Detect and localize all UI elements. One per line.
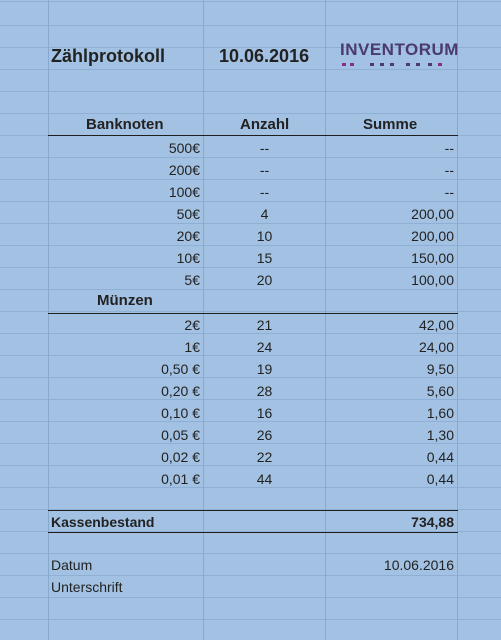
count-cell: 4 xyxy=(260,206,269,222)
header-rule xyxy=(48,135,458,136)
logo-bar xyxy=(428,63,432,66)
coins-heading: Münzen xyxy=(97,292,153,309)
denomination-label: 0,02 € xyxy=(161,449,200,465)
denomination-label: 5€ xyxy=(184,272,200,288)
count-cell: 28 xyxy=(256,383,273,399)
count-cell: 24 xyxy=(256,339,273,355)
sum-cell: -- xyxy=(444,184,454,200)
denomination-label: 0,01 € xyxy=(161,471,200,487)
count-cell: 44 xyxy=(256,471,273,487)
denomination-label: 100€ xyxy=(168,184,200,200)
column-header-summe: Summe xyxy=(363,116,418,133)
datum-value: 10.06.2016 xyxy=(383,557,454,573)
column-header-anzahl: Anzahl xyxy=(240,116,290,133)
sum-cell: 0,44 xyxy=(426,471,454,487)
denomination-label: 10€ xyxy=(176,250,200,266)
document-date: 10.06.2016 xyxy=(219,46,310,66)
count-cell: 19 xyxy=(256,361,273,377)
sum-cell: -- xyxy=(444,140,454,156)
count-cell: -- xyxy=(259,184,270,200)
datum-label: Datum xyxy=(51,557,93,573)
sum-cell: 5,60 xyxy=(426,383,454,399)
total-label: Kassenbestand xyxy=(51,514,155,530)
denomination-label: 500€ xyxy=(168,140,200,156)
sum-cell: 150,00 xyxy=(411,250,454,266)
denomination-label: 50€ xyxy=(176,206,200,222)
sum-cell: 9,50 xyxy=(426,361,454,377)
column-header-banknoten: Banknoten xyxy=(86,116,164,133)
sum-cell: 42,00 xyxy=(418,317,454,333)
sum-cell: 100,00 xyxy=(411,272,454,288)
denomination-label: 2€ xyxy=(184,317,200,333)
denomination-label: 0,05 € xyxy=(161,427,200,443)
count-cell: 26 xyxy=(256,427,273,443)
brand-logo-text: INVENTORUM xyxy=(340,40,459,59)
denomination-label: 0,20 € xyxy=(161,383,200,399)
sum-cell: 0,44 xyxy=(426,449,454,465)
denomination-label: 200€ xyxy=(168,162,200,178)
denomination-label: 1€ xyxy=(184,339,200,355)
sum-cell: 1,30 xyxy=(426,427,454,443)
sum-cell: 200,00 xyxy=(411,206,454,222)
signature-label: Unterschrift xyxy=(51,579,123,595)
logo-bar xyxy=(416,63,420,66)
count-cell: 22 xyxy=(256,449,273,465)
logo-bar xyxy=(380,63,384,66)
denomination-label: 20€ xyxy=(176,228,200,244)
total-top-rule xyxy=(48,510,458,511)
logo-bar xyxy=(390,63,394,66)
logo-bar xyxy=(370,63,374,66)
brand-logo xyxy=(340,40,459,70)
count-cell: 10 xyxy=(256,228,273,244)
logo-bar xyxy=(438,63,442,66)
count-cell: 20 xyxy=(256,272,273,288)
page-title: Zählprotokoll xyxy=(51,46,165,66)
count-cell: 21 xyxy=(256,317,273,333)
denomination-label: 0,50 € xyxy=(161,361,200,377)
sum-cell: 24,00 xyxy=(418,339,454,355)
logo-bar xyxy=(342,63,346,66)
logo-bar xyxy=(350,63,354,66)
count-cell: -- xyxy=(259,140,270,156)
sum-cell: 1,60 xyxy=(426,405,454,421)
count-cell: -- xyxy=(259,162,270,178)
count-cell: 16 xyxy=(256,405,273,421)
logo-bar xyxy=(406,63,410,66)
total-value: 734,88 xyxy=(411,514,454,530)
sum-cell: -- xyxy=(444,162,454,178)
sum-cell: 200,00 xyxy=(411,228,454,244)
count-cell: 15 xyxy=(256,250,273,266)
total-bottom-rule xyxy=(48,532,458,533)
denomination-label: 0,10 € xyxy=(161,405,200,421)
